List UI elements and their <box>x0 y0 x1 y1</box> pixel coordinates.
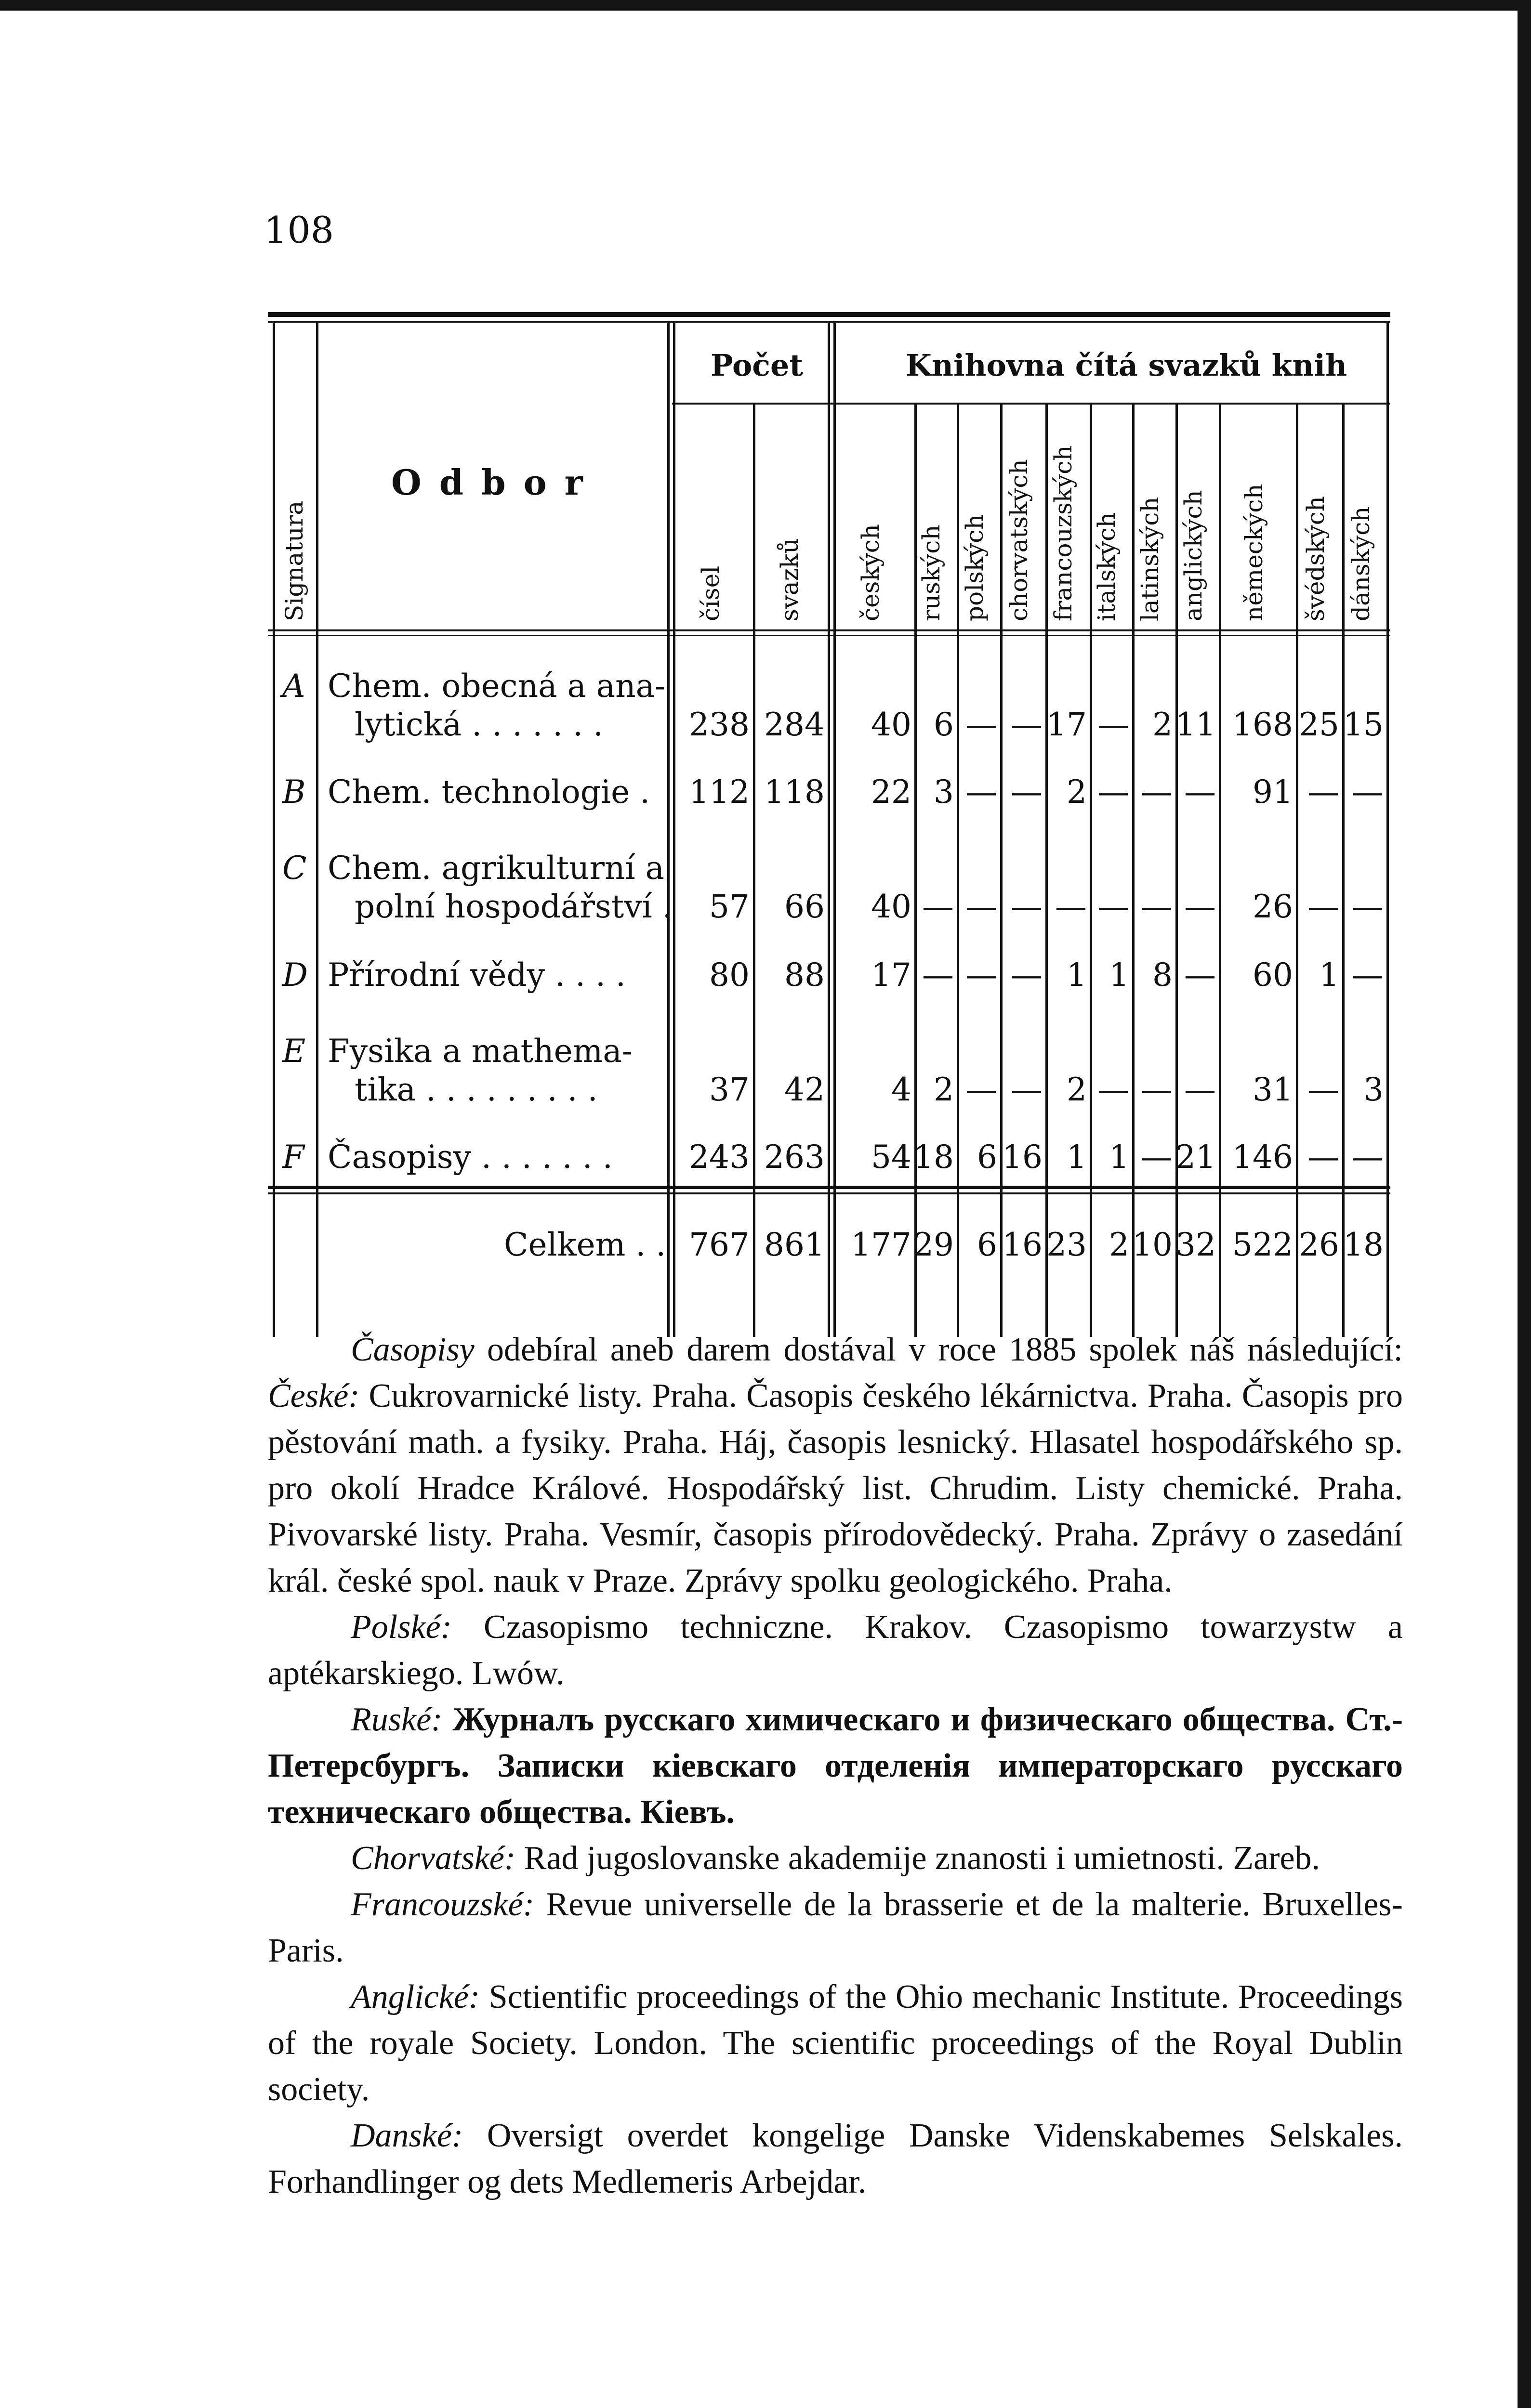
total-language-count: 10 <box>1132 1226 1173 1263</box>
language-count-cell: — <box>1055 888 1087 925</box>
col-line <box>957 405 959 1337</box>
cisel-cell: 243 <box>689 1139 750 1176</box>
language-count-cell: 2 <box>1067 1071 1087 1108</box>
paragraph-francouzske <box>268 1882 1403 1974</box>
header-signatura: Signatura <box>280 500 308 621</box>
language-count-cell: — <box>1307 1071 1339 1108</box>
paragraph-chorvatske <box>268 1835 1403 1882</box>
language-count-cell: 6 <box>934 706 954 743</box>
total-language-count: 2 <box>1109 1226 1129 1263</box>
odbor-cell: Fysika a mathema- <box>328 1033 633 1070</box>
col-line <box>1219 405 1221 1337</box>
language-count-cell: 4 <box>891 1071 911 1108</box>
language-count-cell: — <box>1141 1071 1173 1108</box>
svazku-cell: 42 <box>784 1071 825 1108</box>
header-chorvatskych: chorvatských <box>1005 459 1033 621</box>
language-count-cell: — <box>965 706 997 743</box>
category-label: Polské: <box>351 1609 452 1646</box>
col-line <box>833 323 836 1337</box>
language-count-cell: — <box>1011 956 1043 994</box>
page-number: 108 <box>264 209 334 251</box>
language-count-cell: — <box>922 888 954 925</box>
language-count-cell: 8 <box>1152 956 1173 994</box>
cisel-cell: 112 <box>689 773 750 811</box>
language-count-cell: 3 <box>1363 1071 1384 1108</box>
header-danskych: dánských <box>1347 506 1375 621</box>
language-count-cell: — <box>1141 888 1173 925</box>
header-nemeckych: německých <box>1240 484 1268 621</box>
odbor-cell: tika . . . . . . . . . <box>355 1071 598 1108</box>
language-count-cell: 91 <box>1253 773 1293 811</box>
paragraph-text: Sctientific proceedings of the Ohio mechanic Institute. Proceedings of the royale Society. London. The scientific proceedings of the Royal Dublin society. <box>268 1978 1403 2108</box>
signatura-cell: E <box>282 1033 306 1070</box>
col-line <box>1342 405 1345 1337</box>
language-count-cell: — <box>1097 706 1129 743</box>
language-count-cell: 168 <box>1232 706 1293 743</box>
language-count-cell: — <box>1011 1071 1043 1108</box>
paragraph-text: Журналъ русскаго химическаго и физическаго общества. Ст.-Петерсбургъ. Записки кіевскаго отделенія императорскаго русскаго техническаго общества. Кіевъ. <box>268 1701 1403 1831</box>
odbor-cell: Chem. agrikulturní a <box>328 850 664 887</box>
col-line <box>316 323 318 1337</box>
total-language-count: 18 <box>1343 1226 1384 1263</box>
cisel-cell: 57 <box>709 888 750 925</box>
odbor-cell: Přírodní vědy . . . . <box>328 956 626 994</box>
cisel-cell: 37 <box>709 1071 750 1108</box>
category-label: Chorvatské: <box>351 1840 516 1877</box>
category-label: Časopisy <box>351 1331 475 1368</box>
language-count-cell: — <box>1184 773 1216 811</box>
language-count-cell: — <box>1307 773 1339 811</box>
col-line <box>1175 405 1178 1337</box>
signatura-cell: A <box>282 667 305 705</box>
header-italskych: italských <box>1093 512 1121 621</box>
language-count-cell: 25 <box>1299 706 1339 743</box>
cisel-cell: 80 <box>709 956 750 994</box>
language-count-cell: — <box>1011 773 1043 811</box>
language-count-cell: 1 <box>1109 1139 1129 1176</box>
header-cisel: čísel <box>697 565 725 621</box>
header-sub-rule <box>672 403 1390 405</box>
language-count-cell: 146 <box>1232 1139 1293 1176</box>
language-count-cell: — <box>1307 1139 1339 1176</box>
language-count-cell: — <box>1141 1139 1173 1176</box>
language-count-cell: — <box>1352 888 1384 925</box>
svazku-cell: 66 <box>784 888 825 925</box>
category-label: Anglické: <box>351 1978 480 2015</box>
svazku-cell: 118 <box>764 773 825 811</box>
svazku-cell: 88 <box>784 956 825 994</box>
language-count-cell: 31 <box>1253 1071 1293 1108</box>
language-count-cell: 1 <box>1067 1139 1087 1176</box>
total-language-count: 177 <box>851 1226 911 1263</box>
col-line <box>1090 405 1092 1337</box>
language-count-cell: — <box>1184 956 1216 994</box>
odbor-cell: polní hospodářství . <box>355 888 673 925</box>
header-odbor: O d b o r <box>391 462 586 503</box>
odbor-cell: Chem. technologie . <box>328 773 650 811</box>
language-count-cell: — <box>1352 956 1384 994</box>
language-count-cell: 6 <box>977 1139 997 1176</box>
total-language-count: 32 <box>1175 1226 1216 1263</box>
paragraph-ruske <box>268 1697 1403 1835</box>
language-count-cell: 15 <box>1343 706 1384 743</box>
col-line <box>1386 323 1389 1337</box>
signatura-cell: D <box>282 956 308 994</box>
language-count-cell: — <box>1184 1071 1216 1108</box>
language-count-cell: — <box>965 956 997 994</box>
total-cisel: 767 <box>689 1226 750 1263</box>
language-count-cell: — <box>1352 1139 1384 1176</box>
table-top-rule <box>268 312 1390 317</box>
total-language-count: 26 <box>1299 1226 1339 1263</box>
language-count-cell: — <box>1184 888 1216 925</box>
language-count-cell: — <box>1011 706 1043 743</box>
language-count-cell: — <box>922 956 954 994</box>
language-count-cell: — <box>965 888 997 925</box>
language-count-cell: — <box>1097 773 1129 811</box>
category-label: Ruské: <box>351 1701 443 1738</box>
language-count-cell: 21 <box>1175 1139 1216 1176</box>
odbor-cell: lytická . . . . . . . <box>355 706 604 743</box>
col-line <box>914 405 917 1337</box>
total-svazku: 861 <box>764 1226 825 1263</box>
header-pocet: Počet <box>711 348 804 383</box>
header-francouzskych: francouzských <box>1049 445 1077 621</box>
svazku-cell: 284 <box>764 706 825 743</box>
paragraph-text: Revue universelle de la brasserie et de la malterie. Bruxelles-Paris. <box>268 1886 1403 1969</box>
language-count-cell: — <box>965 1071 997 1108</box>
signatura-cell: C <box>282 850 307 887</box>
language-count-cell: 3 <box>934 773 954 811</box>
total-language-count: 16 <box>1002 1226 1043 1263</box>
total-language-count: 23 <box>1046 1226 1087 1263</box>
header-knihovna: Knihovna čítá svazků knih <box>906 348 1347 383</box>
language-count-cell: 40 <box>871 706 911 743</box>
col-line <box>828 323 830 1337</box>
svazku-cell: 263 <box>764 1139 825 1176</box>
header-anglickych: anglických <box>1179 490 1207 621</box>
paragraph-text: Cukrovarnické listy. Praha. Časopis českého lékárnictva. Praha. Časopis pro pěstování math. a fysiky. Praha. Háj, časopis lesnický. Hlasatel hospodářského sp. pro okolí Hradce Králové. Hospodářský list. Chrudim. Listy chemické. Praha. Pivovarské listy. Praha. Vesmír, časopis přírodovědecký. Praha. Zprávy o zasedání král. české spol. nauk v Praze. Zprávy spolku geologického. Praha. <box>268 1377 1403 1599</box>
category-label: Danské: <box>351 2117 463 2154</box>
language-count-cell: — <box>1352 773 1384 811</box>
scan-top-edge <box>0 0 1531 11</box>
col-line <box>1000 405 1003 1337</box>
header-ceskych: českých <box>857 523 884 621</box>
language-count-cell: 17 <box>871 956 911 994</box>
signatura-cell: F <box>282 1139 304 1176</box>
col-line <box>673 323 675 1337</box>
paragraph-casopisy <box>268 1327 1403 1604</box>
language-count-cell: 2 <box>1152 706 1173 743</box>
paragraph-text: Rad jugoslovanske akademije znanosti i umietnosti. Zareb. <box>515 1840 1320 1877</box>
scan-right-edge <box>1518 0 1531 2408</box>
language-count-cell: 2 <box>1067 773 1087 811</box>
language-count-cell: 11 <box>1175 706 1216 743</box>
col-line <box>753 405 755 1337</box>
paragraph-danske <box>268 2113 1403 2205</box>
language-count-cell: 22 <box>871 773 911 811</box>
language-count-cell: — <box>1097 1071 1129 1108</box>
paragraph-anglicke <box>268 1974 1403 2113</box>
odbor-cell: Časopisy . . . . . . . <box>328 1139 613 1176</box>
category-label: Francouzské: <box>351 1886 535 1923</box>
cisel-cell: 238 <box>689 706 750 743</box>
total-label: Celkem . . <box>504 1226 666 1263</box>
paragraph-text: odebíral aneb darem dostával v roce 1885 spolek náš následující: <box>474 1331 1403 1368</box>
header-polskych: polských <box>961 514 989 621</box>
paragraph-text: Oversigt overdet kongelige Danske Videnskabemes Selskales. Forhandlinger og dets Medlemeris Arbejdar. <box>268 2117 1403 2200</box>
paragraph-polske <box>268 1604 1403 1697</box>
col-line <box>1045 405 1048 1337</box>
language-count-cell: 26 <box>1253 888 1293 925</box>
total-language-count: 29 <box>913 1226 954 1263</box>
col-line <box>1132 405 1135 1337</box>
language-count-cell: 60 <box>1253 956 1293 994</box>
header-svazku: svazků <box>776 538 804 621</box>
signatura-cell: B <box>282 773 306 811</box>
language-count-cell: — <box>1011 888 1043 925</box>
language-count-cell: 54 <box>871 1139 911 1176</box>
language-count-cell: 2 <box>934 1071 954 1108</box>
header-ruskych: ruských <box>917 524 945 621</box>
language-count-cell: 1 <box>1067 956 1087 994</box>
language-count-cell: 1 <box>1319 956 1339 994</box>
odbor-cell: Chem. obecná a ana- <box>328 667 666 705</box>
language-count-cell: — <box>1307 888 1339 925</box>
language-count-cell: 17 <box>1046 706 1087 743</box>
body-text <box>268 1327 1403 2205</box>
language-count-cell: — <box>1097 888 1129 925</box>
total-language-count: 6 <box>977 1226 997 1263</box>
language-count-cell: 40 <box>871 888 911 925</box>
language-count-cell: 1 <box>1109 956 1129 994</box>
header-svedskych: švédských <box>1302 496 1330 621</box>
total-language-count: 522 <box>1232 1226 1293 1263</box>
col-line <box>1296 405 1298 1337</box>
header-latinskych: latinských <box>1136 497 1164 621</box>
col-line <box>273 323 275 1337</box>
category-label: České: <box>268 1377 360 1414</box>
language-count-cell: — <box>1141 773 1173 811</box>
paragraph-text: Czasopismo techniczne. Krakov. Czasopismo towarzystw a aptékarskiego. Lwów. <box>268 1609 1403 1692</box>
language-count-cell: 18 <box>913 1139 954 1176</box>
language-count-cell: 16 <box>1002 1139 1043 1176</box>
col-line <box>667 323 670 1337</box>
language-count-cell: — <box>965 773 997 811</box>
